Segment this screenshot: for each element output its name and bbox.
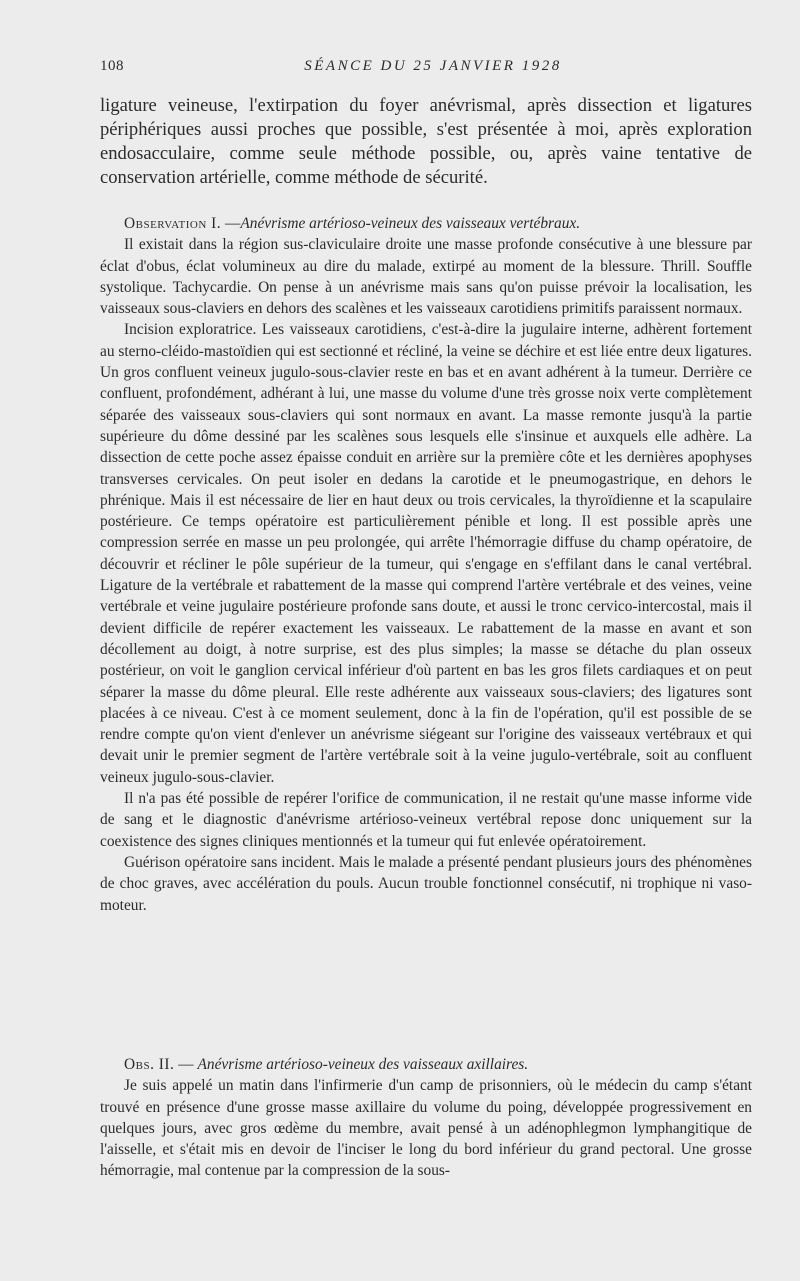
intro-text: ligature veineuse, l'extirpation du foyer anévrismal, après dissection et ligatures périphériques aussi proches que possible, s'est présentée à moi, après exploration endosacculaire, comme seule méthode possible, ou, après vaine tentative de conservation artérielle, comme méthode de sécurité. <box>100 95 752 188</box>
observation-2-label: Obs. II. <box>124 1056 175 1073</box>
page-number: 108 <box>100 58 124 74</box>
observation-1-heading <box>100 213 752 234</box>
observation-2 <box>100 1054 752 1182</box>
observation-1-title: Anévrisme artérioso-veineux des vaisseaux vertébraux. <box>240 215 581 232</box>
observation-1-paragraph: Il n'a pas été possible de repérer l'orifice de communication, il ne restait qu'une masse informe vide de sang et le diagnostic d'anévrisme artérioso-veineux vertébral repose donc uniquement sur la coexistence des signes cliniques mentionnés et la tumeur qui fut enlevée opératoirement. <box>100 790 752 850</box>
observation-1-paragraph: Guérison opératoire sans incident. Mais le malade a présenté pendant plusieurs jours des phénomènes de choc graves, avec accélération du pouls. Aucun trouble fonctionnel consécutif, ni trophique ni vaso-moteur. <box>100 853 752 914</box>
observation-1-paragraph: Il existait dans la région sus-claviculaire droite une masse profonde consécutive à une blessure par éclat d'obus, éclat volumineux au dire du malade, extirpé au moment de la blessure. Thrill. Souffle systolique. Tachycardie. On pense à un anévrisme mais sans qu'on puisse prévoir la localisation, les vaisseaux sous-claviers en dehors des scalènes et les vaisseaux carotidiens primitifs paraissent normaux. <box>100 236 752 318</box>
observation-2-dash: — <box>174 1056 198 1073</box>
observation-2-paragraph: Je suis appelé un matin dans l'infirmerie d'un camp de prisonniers, où le médecin du camp s'étant trouvé en présence d'une grosse masse axillaire du volume du poing, développée progressivement en quelques jours, avec gros œdème du membre, avait pensé à un adénophlegmon lymphangitique de l'aisselle, et s'était mis en devoir de l'inciser le long du bord inférieur du grand pectoral. Une grosse hémorragie, mal contenue par la compression de la sous- <box>100 1077 752 1180</box>
observation-1-dash: — <box>221 215 241 232</box>
observation-1 <box>100 213 752 916</box>
intro-paragraph <box>100 94 752 190</box>
observation-1-paragraph: Incision exploratrice. Les vaisseaux carotidiens, c'est-à-dire la jugulaire interne, adhèrent fortement au sterno-cléido-mastoïdien qui est sectionné et récliné, la veine se déchire et est liée entre deux ligatures. Un gros confluent veineux jugulo-sous-clavier reste en bas et en avant adhérent à la tumeur. Derrière ce confluent, profondément, adhérant à lui, une masse du volume d'une très grosse noix verte complètement séparée des vaisseaux sous-claviers qui sont normaux en avant. La masse remonte jusqu'à la partie supérieure du dôme dessiné par les scalènes sous lesquels elle s'insinue et auxquels elle adhère. La dissection de cette poche assez épaisse conduit en arrière sur la première côte et les dernières apophyses transverses cervicales. On peut isoler en dedans la carotide et le pneumogastrique, en dehors le phrénique. Mais il est nécessaire de lier en haut deux ou trois cervicales, la thyroïdienne et la scapulaire postérieure. Ce temps opératoire est particulièrement pénible et long. Il est possible après une compression serrée en masse un peu prolongée, qui arrête l'hémorragie diffuse du champ opératoire, de découvrir et récliner le pôle supérieur de la tumeur, qui s'engage en s'effilant dans le canal vertébral. Ligature de la vertébrale et rabattement de la masse qui comprend l'artère vertébrale et des veines, veine vertébrale et veine jugulaire postérieure profonde sans doute, et aussi le tronc cervico-intercostal, mais il devient difficile de repérer exactement les vaisseaux. Le rabattement de la masse en avant et son décollement au doigt, à notre surprise, est des plus simples; la masse se détache du plan osseux postérieur, on voit le ganglion cervical inférieur d'où partent en bas les gros filets cardiaques et on peut séparer la masse du dôme pleural. Elle reste adhérente aux vaisseaux sous-claviers; des ligatures sont placées à ce niveau. C'est à ce moment seulement, donc à la fin de l'opération, qu'il est possible de se rendre compte qu'on vient d'enlever un anévrisme siégeant sur l'origine des vaisseaux vertébraux et qui devait unir le premier segment de l'artère vertébrale soit à la veine jugulo-vertébrale, soit au confluent veineux jugulo-sous-clavier. <box>100 321 752 786</box>
observation-2-heading <box>100 1054 752 1075</box>
observation-2-title: Anévrisme artérioso-veineux des vaisseaux axillaires. <box>197 1056 529 1073</box>
page-header <box>100 58 750 80</box>
observation-1-label: Observation I. <box>124 215 222 232</box>
running-head: SÉANCE DU 25 JANVIER 1928 <box>304 58 562 74</box>
